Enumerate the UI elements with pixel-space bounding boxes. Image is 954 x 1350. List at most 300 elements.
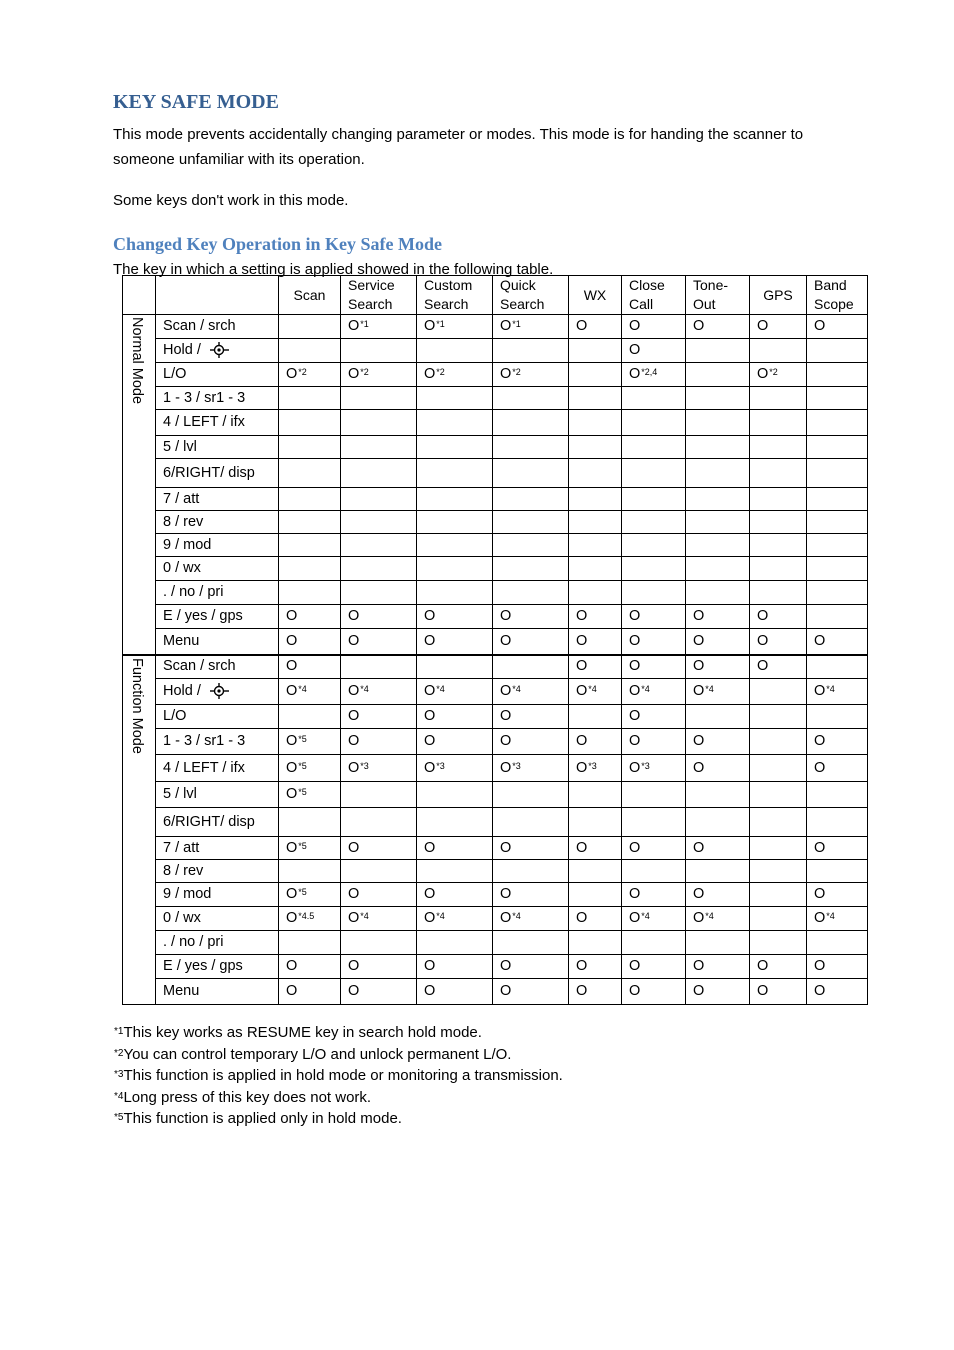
column-header: Quick Search [493,276,569,315]
mark: O [757,608,769,624]
mark-cell [686,488,750,511]
mark-cell [279,655,341,679]
key-cell [156,860,279,883]
mark-cell [686,629,750,655]
mark: O [286,658,298,675]
mark-cell [341,534,417,557]
mark-cell [417,557,493,581]
mark: O [286,683,298,699]
footnote-ref: *3 [436,760,445,771]
mark-cell [807,557,868,581]
footnote [113,1108,563,1130]
mark-cell [417,907,493,931]
footnote-ref: *4 [298,684,307,694]
key-cell [156,705,279,729]
mark-cell [807,705,868,729]
footnote-ref: *1 [512,319,521,329]
mark: O [286,983,298,999]
column-header: Band Scope [807,276,868,315]
footnote-ref: *4 [436,911,445,921]
mark: O [629,886,641,902]
mark-cell [569,459,622,488]
mark-cell [493,436,569,459]
key-cell [156,808,279,837]
mark: O [629,608,641,624]
key-cell [156,782,279,808]
mark-cell [622,488,686,511]
mark-cell [807,488,868,511]
mark-cell [417,655,493,679]
mark-cell [569,837,622,860]
mark: O [348,733,360,749]
mark-cell [750,705,807,729]
mark-cell [569,931,622,955]
key-label: Hold / [163,342,205,358]
mark-cell [569,557,622,581]
mark: O [500,683,512,699]
mark: O [348,910,360,926]
mark-cell [622,931,686,955]
mark-cell [341,629,417,655]
table-row [123,979,868,1005]
mark: O [757,632,769,649]
key-cell [156,931,279,955]
mark: O [814,733,826,749]
mark-cell [686,459,750,488]
mark: O [348,759,360,776]
mark-cell [686,931,750,955]
mark: O [576,318,588,334]
header-blank-mode [123,276,156,315]
mark-cell [750,755,807,782]
mark: O [500,759,512,776]
mark-cell [341,729,417,755]
mark: O [424,683,436,699]
mark-cell [569,979,622,1005]
mark: O [629,632,641,649]
key-cell [156,410,279,436]
mark-cell [622,705,686,729]
mark: O [348,983,360,999]
mark-cell [279,315,341,339]
mark-cell [417,605,493,629]
mark-cell [686,729,750,755]
table-row [123,315,868,339]
mark-cell [279,979,341,1005]
mark: O [286,910,298,926]
mark-cell [807,459,868,488]
mark-cell [686,837,750,860]
footnote [113,1065,563,1087]
table-row [123,410,868,436]
document-body [113,88,863,282]
footnote-ref: *4 [512,911,521,921]
footnote-mark: *1 [114,1026,124,1037]
mark-cell [417,315,493,339]
mark: O [576,632,588,649]
mark-cell [807,581,868,605]
key-label: E / yes / gps [163,958,243,974]
mark-cell [686,755,750,782]
mark: O [629,658,641,675]
mark: O [629,958,641,974]
mark: O [629,910,641,926]
mark-cell [807,729,868,755]
mark-cell [341,705,417,729]
table-row [123,883,868,907]
mark: O [576,958,588,974]
key-label: 9 / mod [163,886,212,902]
mark-cell [807,339,868,363]
mark-cell [417,629,493,655]
mark-cell [807,410,868,436]
mark-cell [807,755,868,782]
mark: O [348,318,360,334]
footnote-ref: *4 [826,684,835,694]
key-cell [156,511,279,534]
mark-cell [750,387,807,410]
mark-cell [569,808,622,837]
mark: O [500,839,512,856]
mark-cell [493,315,569,339]
key-label: 5 / lvl [163,786,197,802]
footnote-text: This key works as RESUME key in search hold mode. [123,1024,482,1041]
key-cell [156,459,279,488]
mark-cell [341,808,417,837]
mark-cell [341,782,417,808]
mark-cell [493,459,569,488]
key-safe-table [122,275,868,1005]
mark-cell [807,511,868,534]
footnote-ref: *5 [298,887,307,897]
mark-cell [493,488,569,511]
mark-cell [750,679,807,705]
mark-cell [622,339,686,363]
mark: O [629,733,641,749]
mark-cell [417,955,493,979]
mark-cell [686,979,750,1005]
footnote-ref: *2,4 [641,367,658,377]
mark-cell [807,883,868,907]
mark: O [286,733,298,749]
mark: O [576,658,588,675]
key-label: L/O [163,366,187,382]
mark-cell [807,315,868,339]
footnote-ref: *4.5 [298,911,315,921]
mark-cell [493,534,569,557]
mark-cell [750,605,807,629]
mark-cell [569,534,622,557]
mark: O [500,608,512,624]
mark-cell [417,755,493,782]
mark-cell [341,459,417,488]
footnote-ref: *4 [826,911,835,921]
key-label: 8 / rev [163,862,204,879]
mark: O [286,366,298,382]
table-row [123,534,868,557]
mark: O [629,318,641,334]
mark: O [693,608,705,624]
mark: O [693,910,705,926]
mark: O [348,608,360,624]
footnote-ref: *2 [436,367,445,377]
mark-cell [493,363,569,387]
mark-cell [279,488,341,511]
mark: O [629,708,641,724]
mark-cell [493,860,569,883]
mark-cell [750,837,807,860]
table-row [123,629,868,655]
table-row [123,557,868,581]
mark-cell [417,679,493,705]
mark-cell [686,581,750,605]
mark-cell [417,459,493,488]
mark-cell [686,605,750,629]
mark-cell [341,655,417,679]
mark-cell [807,979,868,1005]
mark: O [693,733,705,749]
mark-cell [279,363,341,387]
mark: O [424,910,436,926]
mark-cell [807,534,868,557]
mark: O [576,759,588,776]
mark-cell [622,907,686,931]
mark-cell [569,883,622,907]
mark: O [500,708,512,724]
table-row [123,339,868,363]
footnote [113,1022,563,1044]
mark-cell [493,605,569,629]
footnote-mark: *3 [114,1069,124,1080]
mark-cell [750,534,807,557]
mark-cell [569,907,622,931]
mark-cell [417,363,493,387]
mark-cell [417,387,493,410]
normal-mode-label [123,315,156,655]
mark: O [693,658,705,675]
mark-cell [279,907,341,931]
footnote-ref: *1 [436,319,445,329]
footnote-ref: *2 [360,367,369,377]
mark-cell [807,955,868,979]
key-cell [156,979,279,1005]
mark: O [757,958,769,974]
mark-cell [807,837,868,860]
mark-cell [417,339,493,363]
mark-cell [750,808,807,837]
key-cell [156,655,279,679]
mark-cell [341,883,417,907]
key-label: 5 / lvl [163,438,197,455]
mark: O [757,658,769,675]
table-row [123,907,868,931]
mark-cell [622,955,686,979]
mark-cell [750,629,807,655]
mark: O [348,683,360,699]
mark-cell [279,511,341,534]
gps-crosshair-icon [207,342,231,358]
mark: O [424,886,436,902]
mark-cell [686,679,750,705]
mark-cell [493,629,569,655]
mark-cell [686,907,750,931]
mark: O [814,839,826,856]
column-header: Close Call [622,276,686,315]
mark-cell [569,782,622,808]
mark-cell [341,860,417,883]
mark-cell [279,557,341,581]
footnotes [113,1022,563,1130]
key-label: Hold / [163,683,205,699]
mark-cell [279,729,341,755]
mark-cell [279,808,341,837]
mark-cell [569,629,622,655]
mark: O [814,632,826,649]
mark-cell [622,655,686,679]
key-cell [156,837,279,860]
mark: O [286,958,298,974]
mark-cell [569,315,622,339]
mark: O [348,958,360,974]
mark-cell [569,410,622,436]
table-row [123,436,868,459]
key-label: 7 / att [163,490,200,507]
mark-cell [807,860,868,883]
key-label: . / no / pri [163,584,224,600]
mark-cell [417,883,493,907]
mark-cell [569,655,622,679]
table-row [123,955,868,979]
mark-cell [341,557,417,581]
mark-cell [686,410,750,436]
key-label: 0 / wx [163,560,201,576]
mark: O [424,839,436,856]
mark-cell [750,511,807,534]
footnote-ref: *3 [641,760,650,771]
mark-cell [493,907,569,931]
table-row [123,782,868,808]
key-label: 0 / wx [163,910,201,926]
footnote-ref: *4 [641,911,650,921]
mark-cell [622,629,686,655]
mark-cell [622,459,686,488]
mark-cell [750,883,807,907]
function-mode-label [123,655,156,1005]
key-label: E / yes / gps [163,608,243,624]
mark: O [576,983,588,999]
mark-cell [569,679,622,705]
mark-cell [493,955,569,979]
mark-cell [569,605,622,629]
mark: O [424,608,436,624]
mark-cell [622,729,686,755]
mark-cell [341,955,417,979]
mark: O [424,708,436,724]
mark: O [814,683,826,699]
intro-paragraph: This mode prevents accidentally changing parameter or modes. This mode is for handing the scanner to someone unfamiliar with its operation. [113,126,804,168]
mark: O [348,839,360,856]
table-header-row [123,276,868,315]
mark: O [286,886,298,902]
key-cell [156,883,279,907]
mark-cell [279,705,341,729]
footnote-ref: *2 [769,367,778,377]
mark-cell [341,907,417,931]
mark-cell [569,955,622,979]
mark-cell [279,410,341,436]
table-row [123,387,868,410]
mark-cell [417,705,493,729]
footnote-ref: *2 [512,367,521,377]
mark-cell [622,883,686,907]
mark-cell [493,557,569,581]
key-cell [156,629,279,655]
mark-cell [279,581,341,605]
mark-cell [341,315,417,339]
mark-cell [622,837,686,860]
gps-crosshair-icon [207,683,231,699]
key-cell [156,557,279,581]
mark-cell [493,808,569,837]
mark: O [348,632,360,649]
mark: O [424,958,436,974]
footnote-ref: *5 [298,734,307,744]
mark-cell [569,511,622,534]
mark-cell [686,655,750,679]
mark-cell [279,679,341,705]
mark: O [286,839,298,856]
mark-cell [493,729,569,755]
mark-cell [341,931,417,955]
column-header: GPS [750,276,807,315]
mark: O [693,886,705,902]
mark: O [500,318,512,334]
mark-cell [807,629,868,655]
mark-cell [417,931,493,955]
key-label: 7 / att [163,839,200,856]
mark: O [693,683,705,699]
key-label: 4 / LEFT / ifx [163,759,245,776]
mark: O [814,318,826,334]
mark-cell [341,436,417,459]
table-row [123,931,868,955]
mark-cell [750,315,807,339]
footnote-mark: *4 [114,1090,124,1102]
mark-cell [807,605,868,629]
mark-cell [750,955,807,979]
mark: O [629,683,641,699]
mark-cell [622,387,686,410]
mark-cell [493,339,569,363]
key-label: Scan / srch [163,318,236,334]
mark: O [814,958,826,974]
key-label: Scan / srch [163,658,236,675]
key-cell [156,907,279,931]
key-label: 4 / LEFT / ifx [163,414,245,430]
mark-cell [807,931,868,955]
mark: O [629,366,641,382]
key-cell [156,436,279,459]
table-caption: The key in which a setting is applied showed in the following table. [113,261,554,278]
column-header: WX [569,276,622,315]
mark-cell [341,755,417,782]
table-row [123,860,868,883]
mark: O [286,632,298,649]
footnote-text: This function is applied only in hold mode. [123,1110,402,1127]
mark: O [629,839,641,856]
mark-cell [279,883,341,907]
mark: O [693,839,705,856]
